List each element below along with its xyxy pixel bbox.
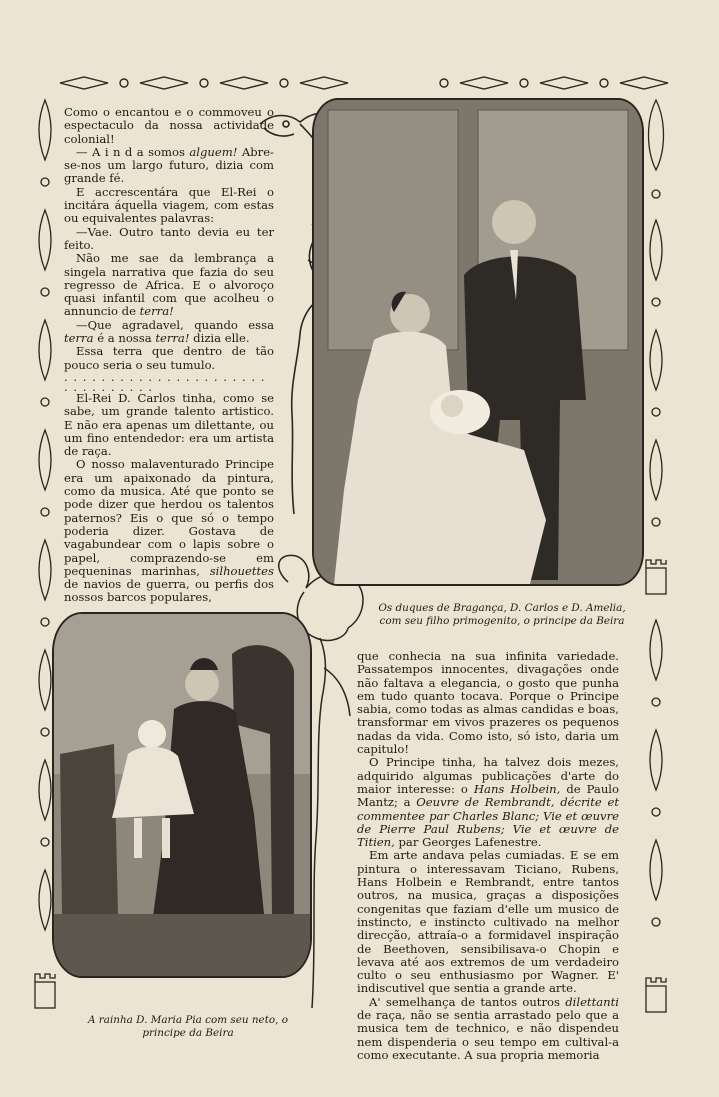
text-run: —Que agradavel, quando essa <box>76 317 274 332</box>
paragraph <box>64 345 274 372</box>
paragraph <box>64 252 274 318</box>
text-run: —Vae. Outro tanto devia eu ter feito. <box>64 224 274 252</box>
text-run: dizia elle. <box>189 331 250 346</box>
text-run: de raça, não se sentia arrastado pelo que a musica tem de technico, e não dispendeu nem dispenderia o seu tempo em cultival-a como executante. A sua propria memoria <box>357 1008 619 1062</box>
italic-run: terra <box>64 331 94 346</box>
text-run: O nosso malaventurado Principe era um apaixonado da pintura, como da musica. Até que ponto se pode dizer que herdou os talentos paternos? Eis o que só o tempo poderia dizer. Gostava de vagabundear com o lapis sobre o papel, comprazendo-se em pequeninas marinhas, <box>64 457 274 578</box>
text-run: é a nossa <box>93 331 156 346</box>
italic-run: dilettanti <box>565 994 619 1009</box>
text-run: A' semelhança de tantos outros <box>369 994 566 1009</box>
paragraph <box>64 226 274 253</box>
text-run: de Paulo Mantz; a <box>357 781 619 810</box>
italic-run: terra! <box>155 331 190 346</box>
photo-caption-1: Os duques de Bragança, D. Carlos e D. Amelia, com seu filho primogenito, o principe da Beira <box>378 602 626 627</box>
text-run: Abre-se-nos um largo futuro, dizia com grande fé. <box>64 144 274 186</box>
text-run: par Georges Lafenestre. <box>394 835 542 850</box>
paragraph <box>64 458 274 604</box>
paragraph <box>357 996 619 1062</box>
italic-run: silhouettes <box>209 563 274 578</box>
paragraph <box>357 756 619 849</box>
paragraph <box>64 186 274 226</box>
paragraph <box>64 392 274 458</box>
text-run: que conhecia na sua infinita variedade. Passatempos innocentes, divagações onde não faltava a elegancia, o gosto que punha em tudo quanto tocava. Porque o Principe sabia, como todas as almas candidas e boas, transformar em vivos prazeres os pequenos nadas da vida. Como isto, só isto, daria um capitulo! <box>357 649 619 757</box>
italic-run: Oeuvre de Rembrandt, décrite et commentee par Charles Blanc; Vie et œuvre de Pierre Paul Rubens; Vie et œuvre de Titien, <box>357 795 619 850</box>
text-run: de navios de guerra, ou perfis dos nossos barcos populares, <box>64 577 274 605</box>
right-text-column <box>357 650 619 1062</box>
section-separator <box>64 369 274 394</box>
italic-run: terra! <box>139 304 174 319</box>
ornamental-border-right <box>643 90 669 1020</box>
photo-duques-de-braganca <box>312 98 644 586</box>
photo-caption-2: A rainha D. Maria Pia com seu neto, o principe da Beira <box>87 1014 288 1039</box>
photo-illustration <box>314 100 642 584</box>
photo-illustration <box>54 614 310 976</box>
text-run: Não me sae da lembrança a singela narrativa que fazia do seu regresso de Africa. E o alvoroço quasi infantil com que acolheu o annuncio de <box>64 251 274 319</box>
paragraph <box>64 146 274 186</box>
paragraph <box>64 106 274 146</box>
italic-run: Hans Holbein, <box>473 781 561 796</box>
text-run: Essa terra que dentro de tão pouco seria o seu tumulo. <box>64 344 274 372</box>
text-run: Como o encantou e o commoveu o espectaculo da nossa actividade colonial! <box>64 105 274 146</box>
text-run: O Principe tinha, ha talvez dois mezes, adquirido algumas publicações d'arte do maior interesse: o <box>357 755 619 796</box>
paragraph <box>64 319 274 346</box>
dot-leader: . . . . . . . . . . . . . . . . . . . . . . . . . . . . . . . . <box>64 369 266 394</box>
paragraph <box>357 849 619 995</box>
italic-run: alguem! <box>189 144 238 159</box>
left-text-column <box>64 106 274 605</box>
text-run: — A i n d a somos <box>76 144 190 159</box>
text-run: E accrescentára que El-Rei o incitára áquella viagem, com estas ou equivalentes palavras: <box>64 184 274 226</box>
text-run: Em arte andava pelas cumiadas. E se em pintura o interessavam Ticiano, Rubens, Hans Holbein e Rembrandt, entre tantos outros, na musica, graças a disposições congenitas que faziam d'elle um musico de instincto, e instincto cultivado na melhor direcção, attraía-o a formidavel inspiração de Beethoven, sensibilisava-o Chopin e levava até aos extremos de um verdadeiro culto o seu enthusiasmo por Wagner. E' indiscutivel que sentia a grande arte. <box>357 848 619 996</box>
paragraph <box>357 650 619 756</box>
photo-rainha-maria-pia <box>52 612 312 978</box>
text-run: El-Rei D. Carlos tinha, como se sabe, um grande talento artistico. E não era apenas um dilettante, ou um fino entendedor: era um artista de raça. <box>64 390 274 459</box>
